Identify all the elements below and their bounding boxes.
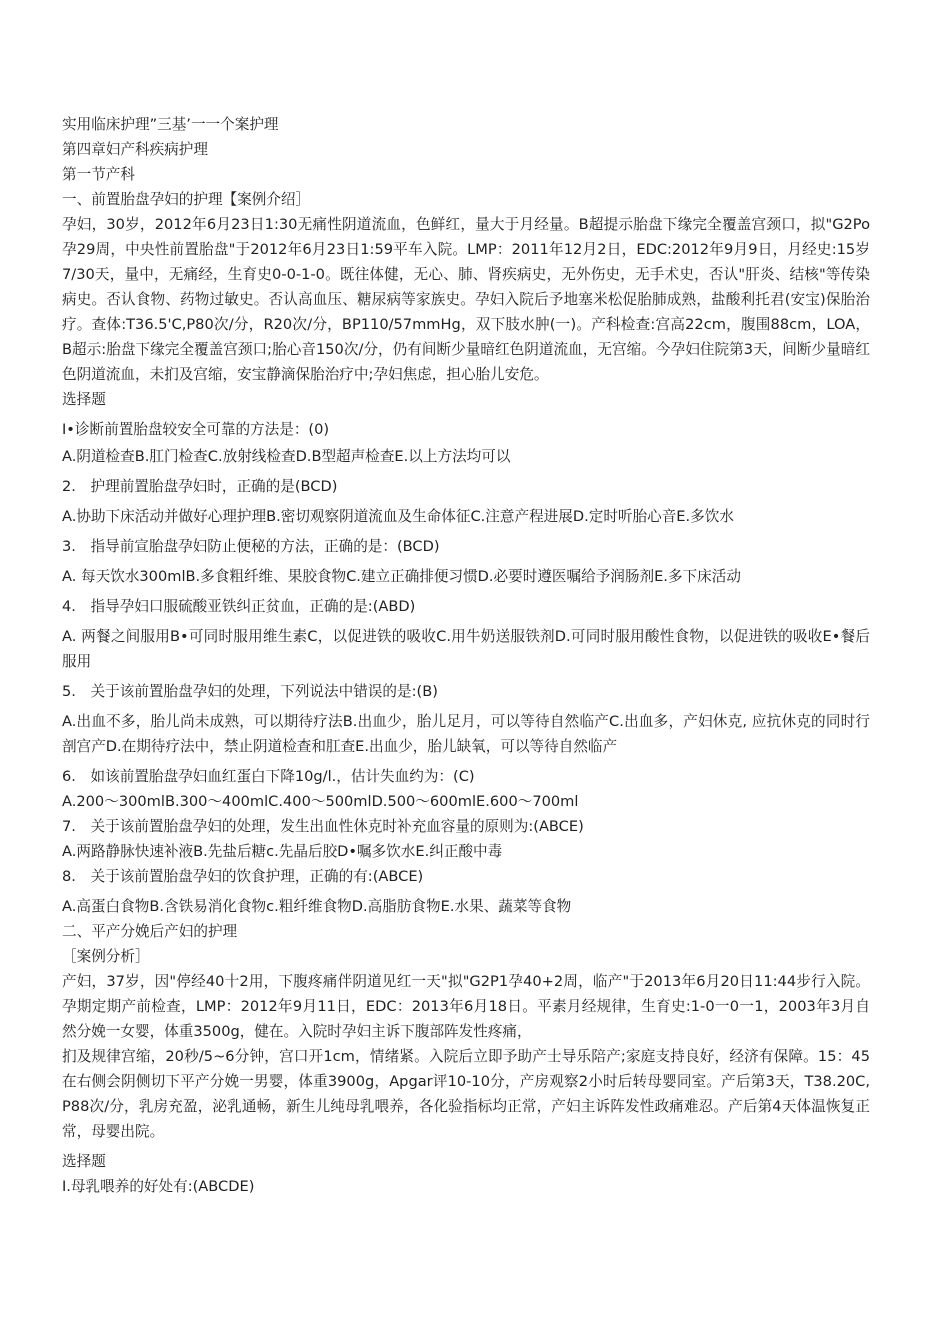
question-5: 5. 关于该前置胎盘孕妇的处理，下列说法中错误的是:(B) xyxy=(62,683,438,700)
case1-choice-label: 选择题 xyxy=(62,391,106,408)
case2-description-part1: 产妇，37岁，因"停经40十2用，下腹疼痛伴阴道见红一天"拟"G2P1孕40+2周，临产"于2013年6月20日11:44步行入院。孕期定期产前检查，LMP：2012年9月11日，EDC：2013年6月18日。平素月经规律，生育史:1-0一0一1，2003年3月自然分娩一女婴，体重3500g，健在。入院时孕妇主诉下腹部阵发性疼痛， xyxy=(62,973,870,1040)
case2-question-1: I.母乳喂养的好处有:(ABCDE) xyxy=(62,1178,255,1195)
document-title: 实用临床护理”三基’一一个案护理 xyxy=(62,116,279,133)
case2-choice-label: 选择题 xyxy=(62,1153,106,1170)
question-3: 3. 指导前宣胎盘孕妇防止便秘的方法，正确的是：(BCD) xyxy=(62,538,440,555)
case2-heading: 二、平产分娩后产妇的护理 xyxy=(62,923,238,940)
question-5-options: A.出血不多，胎儿尚未成熟，可以期待疗法B.出血少，胎儿足月，可以等待自然临产C.出血多，产妇休克, 应抗休克的同时行剖宫产D.在期待疗法中，禁止阴道检查和肛查E.出血少，胎儿缺氧，可以等待自然临产 xyxy=(62,713,870,755)
question-1: I•诊断前置胎盘较安全可靠的方法是：(0) xyxy=(62,421,330,438)
question-8: 8. 关于该前置胎盘孕妇的饮食护理，正确的有:(ABCE) xyxy=(62,868,424,885)
chapter-heading: 第四章妇产科疾病护理 xyxy=(62,141,208,158)
question-6-options: A.200～300mlB.300～400mlC.400～500mlD.500～600mlE.600～700ml xyxy=(62,793,579,810)
question-8-options: A.高蛋白食物B.含铁易消化食物c.粗纤维食物D.高脂肪食物E.水果、蔬菜等食物 xyxy=(62,898,572,915)
question-3-options: A. 每天饮水300mlB.多食粗纤维、果胶食物C.建立正确排便习惯D.必要时遵医嘱给予润肠剂E.多下床活动 xyxy=(62,568,741,585)
case2-subheading: ［案例分析］ xyxy=(62,948,150,965)
question-1-options: A.阴道检查B.肛门检查C.放射线检查D.B型超声检查E.以上方法均可以 xyxy=(62,448,511,465)
question-2: 2. 护理前置胎盘孕妇时，正确的是(BCD) xyxy=(62,478,338,495)
question-7-options: A.两路静脉快速补液B.先盐后糖c.先晶后胶D•嘱多饮水E.纠正酸中毒 xyxy=(62,843,503,860)
question-4: 4. 指导孕妇口服硫酸亚铁纠正贫血，正确的是:(ABD) xyxy=(62,598,416,615)
document-body xyxy=(62,112,870,1199)
question-4-options: A. 两餐之间服用B•可同时服用维生素C，以促进铁的吸收C.用牛奶送服铁剂D.可同时服用酸性食物，以促进铁的吸收E•餐后服用 xyxy=(62,628,870,670)
case1-description: 孕妇，30岁，2012年6月23日1:30无痛性阴道流血，色鲜红，量大于月经量。B超提示胎盘下缘完全覆盖宫颈口，拟"G2Po孕29周，中央性前置胎盘"于2012年6月23日1:59平车入院。LMP：2011年12月2日，EDC:2012年9月9日，月经史:15岁7/30天，量中，无痛经，生育史0-0-1-0。既往体健，无心、肺、肾疾病史，无外伤史，无手术史，否认"肝炎、结核"等传染病史。否认食物、药物过敏史。否认高血压、糖尿病等家族史。孕妇入院后予地塞米松促胎肺成熟，盐酸利托君(安宝)保胎治疗。查体:T36.5'C,P80次/分，R20次/分，BP110/57mmHg，双下肢水肿(一)。产科检查:宫高22cm，腹围88cm，LOA，B超示:胎盘下缘完全覆盖宫颈口;胎心音150次/分，仍有间断少量暗红色阴道流血，无宫缩。今孕妇住院第3天，间断少量暗红色阴道流血，未扪及宫缩，安宝静滴保胎治疗中;孕妇焦虑，担心胎儿安危。 xyxy=(62,216,870,383)
case1-heading: 一、前置胎盘孕妇的护理【案例介绍］ xyxy=(62,191,311,208)
question-7: 7. 关于该前置胎盘孕妇的处理，发生出血性休克时补充血容量的原则为:(ABCE) xyxy=(62,818,584,835)
section-heading: 第一节产科 xyxy=(62,166,135,183)
question-2-options: A.协助下床活动并做好心理护理B.密切观察阴道流血及生命体征C.注意产程进展D.定时听胎心音E.多饮水 xyxy=(62,508,734,525)
question-6: 6. 如该前置胎盘孕妇血红蛋白下降10g/l.，估计失血约为：(C) xyxy=(62,768,475,785)
case2-description-part2: 扪及规律宫缩，20秒/5~6分钟，宫口开1cm，情绪紧。入院后立即予助产士导乐陪产;家庭支持良好，经济有保障。15：45在右侧会阴侧切下平产分娩一男婴，体重3900g，Apgar评10-10分，产房观察2小时后转母婴同室。产后第3天，T38.20C, P88次/分，乳房充盈，泌乳通畅，新生儿纯母乳喂养，各化验指标均正常，产妇主诉阵发性政痛难忍。产后第4天体温恢复正常，母婴出院。 xyxy=(62,1048,870,1140)
